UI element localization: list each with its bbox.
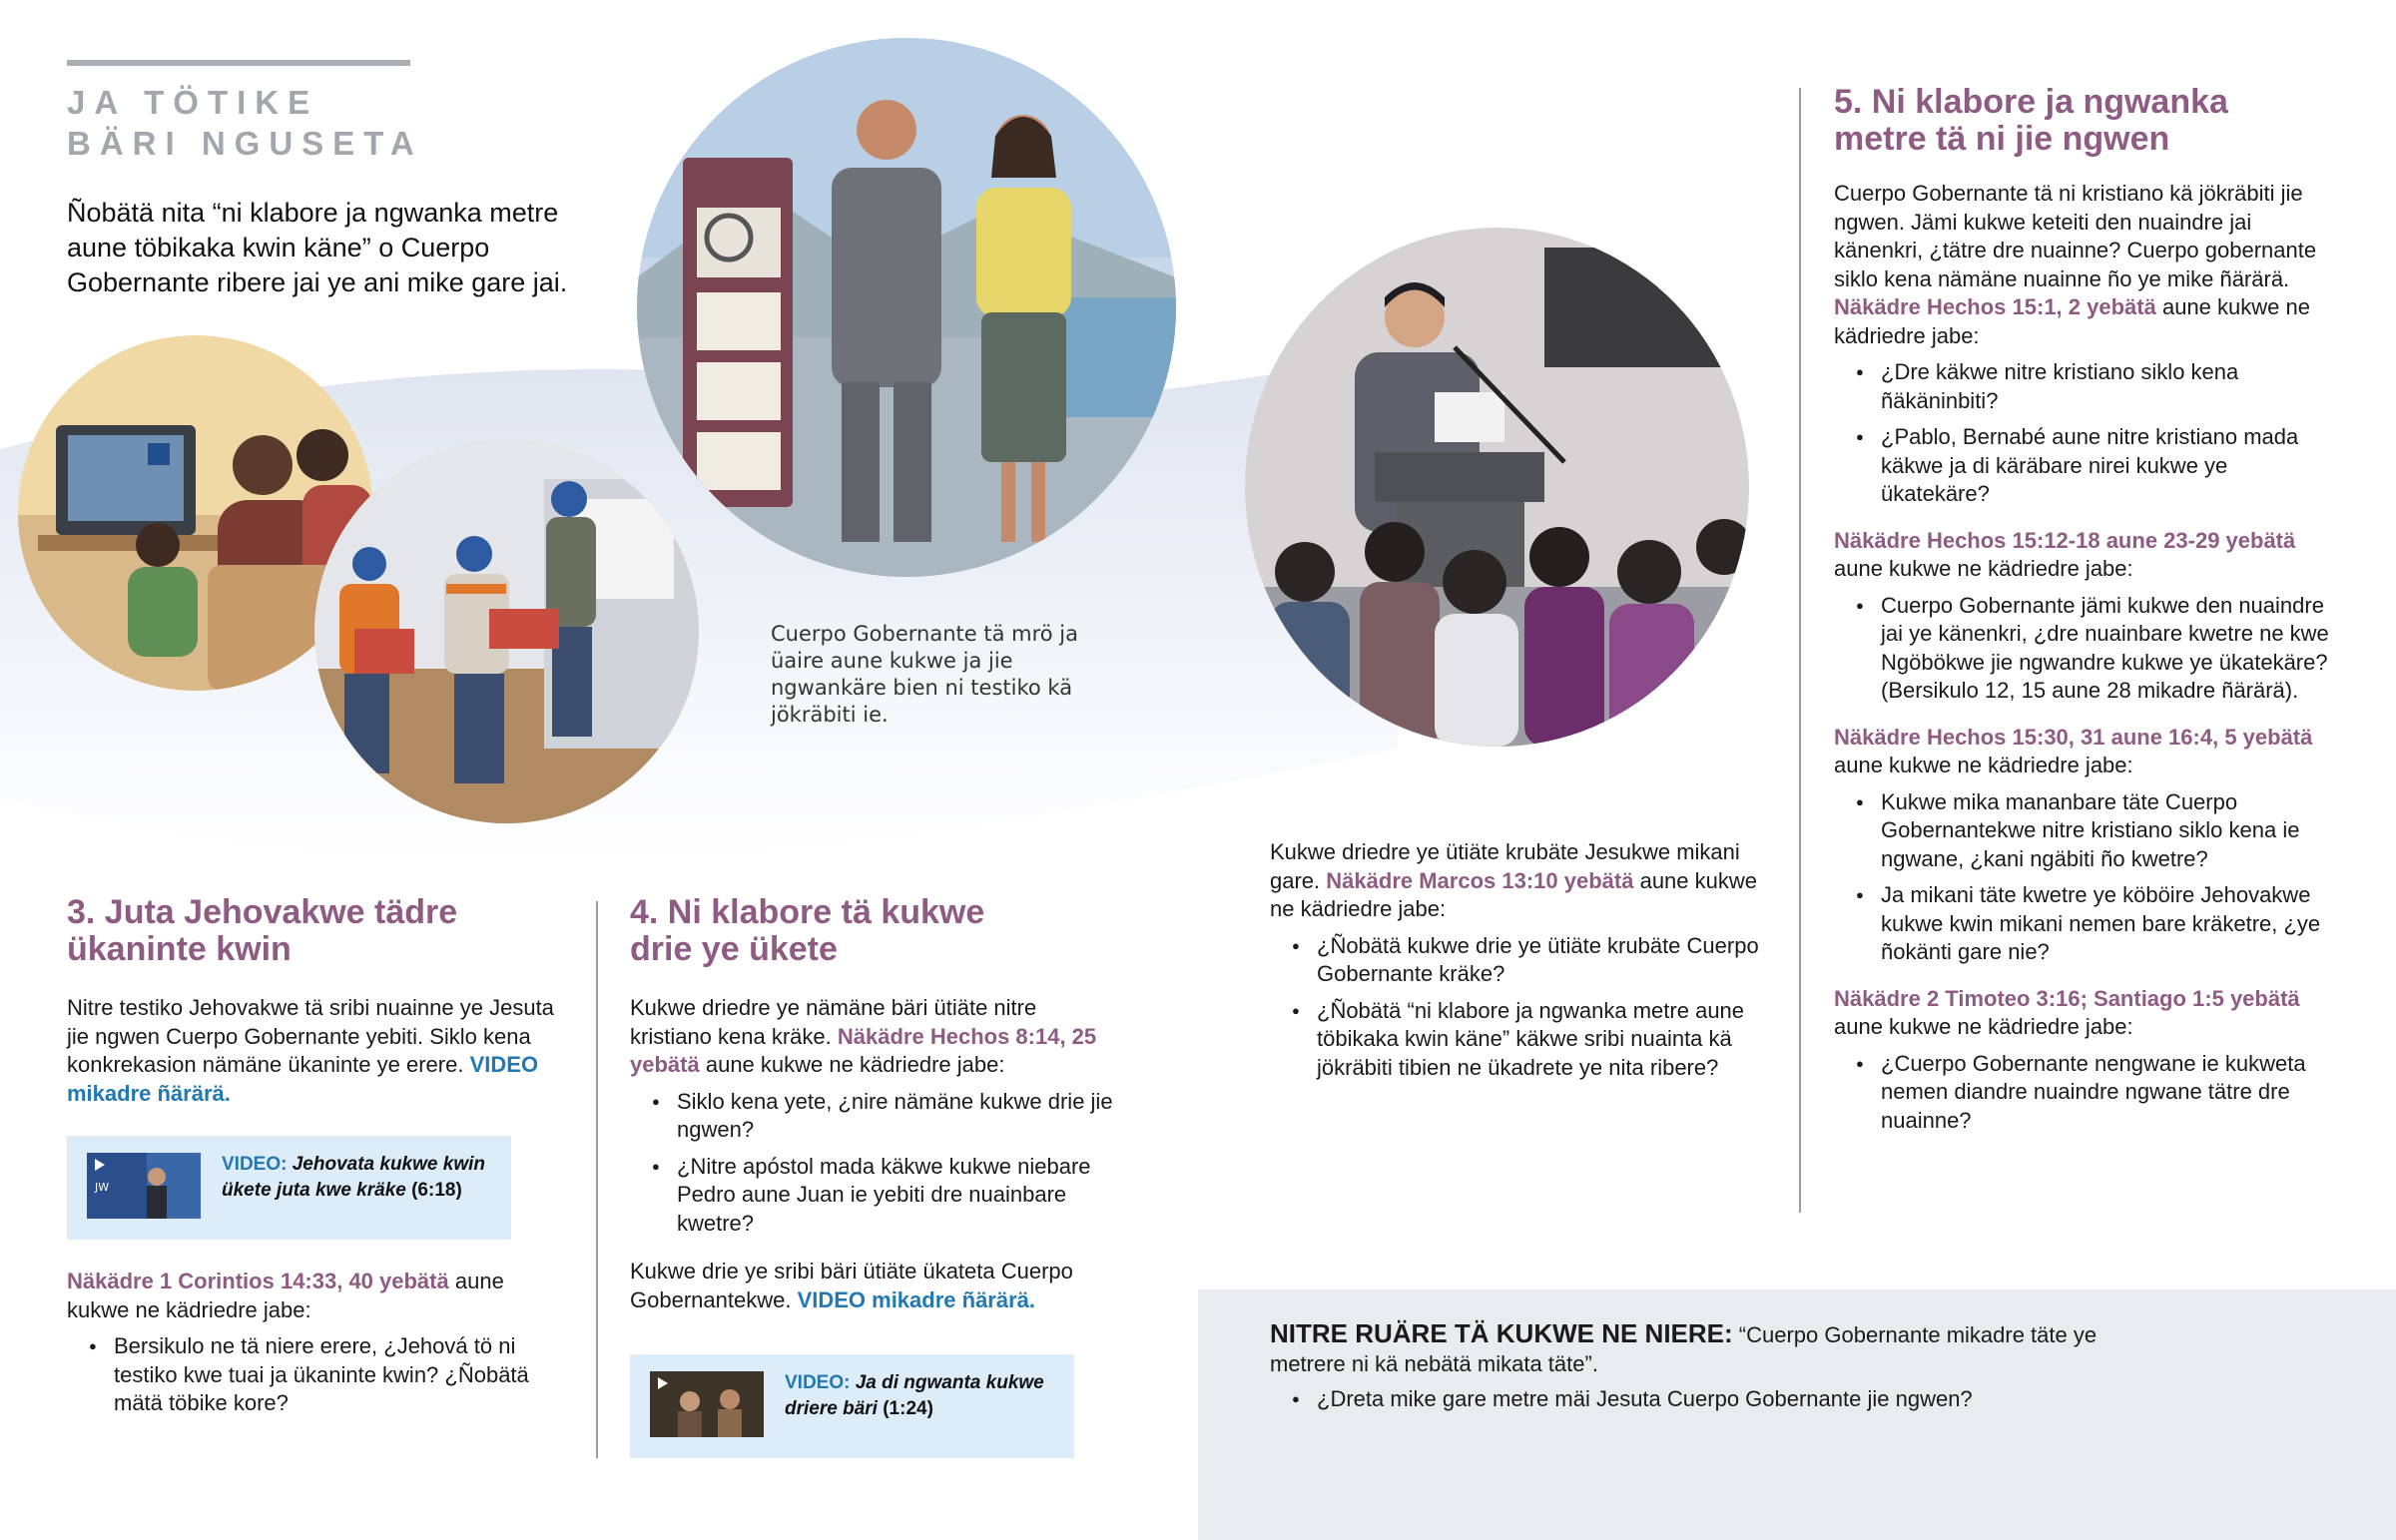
section-5: 5. Ni klabore ja ngwanka metre tä ni jie ngwen Cuerpo Gobernante tä ni kristiano kä jökräbiti jie ngwen. Jämi kukwe keteiti den nuaindre jai känenkri, ¿tätre dre nuainne? Cuerpo gobernante siklo kena nämäne nuainne ño ye mike ñärärä. Näkädre Hechos 15:1, 2 yebätä aune kukwe ne kädriedre jabe: ● ¿Dre käkwe nitre kristiano siklo kena ñäkäninbiti? ● ¿Pablo, Bernabé aune nitre kristiano mada käkwe ja di käräbare nirei kukwe ye ükatekäre? Näkädre Hechos 15:12-18 aune 23-29 yebätä aune kukwe ne kädriedre jabe: ● Cuerpo Gobernante jämi kukwe den nuaindre jai ye känenkri, ¿dre nuainbare kwetre ne kwe Ngöbökwe jie ngwandre kukwe ye ükatekäre? (Bersikulo 12, 15 aune 28 mikadre ñärärä). Näkädre Hechos 15:30, 31 aune 16:4, 5 yebätä aune kukwe ne kädriedre jabe: ● Kukwe mika mananbare täte Cuerpo Gobernantekwe nitre kristiano siklo kena ie ngwane, ¿kani ngäbiti ño kwetre? ● Ja mikani täte kwetre ye köböire Jehovakwe kukwe kwin mikani nemen bare kräketre, ¿ye ñokänti gare nie? Näkädre 2 Timoteo 3:16; Santiago 1:5 yebätä aune kukwe ne kädriedre jabe: ● ¿Cuerpo Gobernante nengwane ie kukweta nemen diandre nuaindre ngwane tätre dre nuainne? bbox=[1834, 84, 2333, 1143]
intro-text: Ñobätä nita “ni klabore ja ngwanka metre aune töbikaka kwin käne” o Cuerpo Gobernante ribere jai ye ani mike gare jai. bbox=[67, 198, 568, 297]
review-box bbox=[1198, 1289, 2396, 1540]
list-item: ● ¿Cuerpo Gobernante nengwane ie kukweta nemen diandre nuaindre ngwane tätre dre nuainne? bbox=[1881, 1050, 2333, 1136]
scripture-ref[interactable]: Näkädre Hechos 8:14, 25 yebätä bbox=[630, 1023, 1097, 1077]
play-icon bbox=[87, 1153, 201, 1219]
list-item: ● Siklo kena yete, ¿nire nämäne kukwe drie jie ngwen? bbox=[677, 1088, 1119, 1145]
section-4-title: 4. Ni klabore tä kukwe drie ye ükete bbox=[630, 893, 985, 968]
list-item: ● Ja mikani täte kwetre ye köböire Jehovakwe kukwe kwin mikani nemen bare kräketre, ¿ye ñokänti gare nie? bbox=[1881, 881, 2333, 967]
list-item: ● Kukwe mika mananbare täte Cuerpo Gobernantekwe nitre kristiano siklo kena ie ngwane, ¿kani ngäbiti ño kwetre? bbox=[1881, 788, 2333, 874]
question-list bbox=[630, 1088, 1119, 1239]
video-title-1: VIDEO: Jehovata kukwe kwin ükete juta kwe kräke (6:18) bbox=[222, 1154, 485, 1201]
kicker-line1: JA TÖTIKE bbox=[67, 84, 319, 121]
video-thumbnail-2[interactable] bbox=[650, 1371, 764, 1437]
scripture-ref[interactable]: Näkädre Hechos 15:12-18 aune 23-29 yebätä bbox=[1834, 527, 2296, 553]
section-3 bbox=[67, 894, 561, 1108]
question-list bbox=[1270, 932, 1769, 1083]
review-question-list bbox=[1270, 1385, 2195, 1422]
scripture-ref[interactable]: Näkädre 2 Timoteo 3:16; Santiago 1:5 yebätä bbox=[1834, 985, 2300, 1011]
section-5-body: Cuerpo Gobernante tä ni kristiano kä jökräbiti jie ngwen. Jämi kukwe keteiti den nuaindre jai känenkri, ¿tätre dre nuainne? Cuerpo gobernante siklo kena nämäne nuainne ño ye mike ñärärä. Näkädre Hechos 15:1, 2 yebätä aune kukwe ne kädriedre jabe: bbox=[1834, 181, 2317, 348]
section-3-body: Nitre testiko Jehovakwe tä sribi nuainne ye Jesuta jie ngwen Cuerpo Gobernante yebiti. Siklo kena konkrekasion nämäne ükaninte ye erere. VIDEO mikadre ñärärä. bbox=[67, 995, 554, 1106]
section-4-closing: Kukwe drie ye sribi bäri ütiäte ükateta Cuerpo Gobernantekwe. VIDEO mikadre ñärärä. bbox=[630, 1259, 1073, 1312]
list-item: ● Cuerpo Gobernante jämi kukwe den nuaindre jai ye känenkri, ¿dre nuainbare kwetre ne kwe Ngöbökwe jie ngwandre kukwe ye ükatekäre? (Bersikulo 12, 15 aune 28 mikadre ñärärä). bbox=[1881, 592, 2333, 706]
section-4-body: Kukwe driedre ye nämäne bäri ütiäte nitre kristiano kena kräke. Näkädre Hechos 8:14, 25 yebätä aune kukwe ne kädriedre jabe: bbox=[630, 995, 1097, 1077]
list-item: ● ¿Dre käkwe nitre kristiano siklo kena ñäkäninbiti? bbox=[1881, 358, 2333, 415]
video-link-2[interactable]: VIDEO mikadre ñärärä. bbox=[797, 1286, 1036, 1312]
question-list bbox=[1834, 788, 2333, 967]
question-list bbox=[1834, 358, 2333, 509]
video-thumbnail-1[interactable] bbox=[87, 1153, 201, 1219]
illustration-caption: Cuerpo Gobernante tä mrö ja üaire aune kukwe ja jie ngwankäre bien ni testiko kä jökräbiti ie. bbox=[771, 622, 1078, 727]
list-item: ● ¿Nitre apóstol mada käkwe kukwe niebare Pedro aune Juan ie yebiti dre nuainbare kwetre? bbox=[677, 1153, 1119, 1239]
column-divider-1 bbox=[596, 901, 598, 1458]
workers-illustration bbox=[314, 439, 699, 823]
middle-column bbox=[1270, 838, 1769, 1090]
section-3-title: 3. Juta Jehovakwe tädre ükaninte kwin bbox=[67, 893, 458, 968]
scripture-ref[interactable]: Näkädre Hechos 15:30, 31 aune 16:4, 5 yebätä bbox=[1834, 724, 2313, 750]
speaker-illustration bbox=[1245, 228, 1749, 747]
scripture-ref[interactable]: Näkädre 1 Corintios 14:33, 40 yebätä bbox=[67, 1269, 449, 1293]
jw-logo-icon: JW bbox=[95, 1181, 110, 1194]
top-rule bbox=[67, 60, 410, 66]
play-icon bbox=[650, 1371, 764, 1437]
list-item: ● Bersikulo ne tä niere erere, ¿Jehová tö ni testiko kwe tuai ja ükaninte kwin? ¿Ñobätä mätä töbike kore? bbox=[114, 1332, 536, 1418]
question-list bbox=[67, 1332, 536, 1418]
review-text: NITRE RUÄRE TÄ KUKWE NE NIERE: “Cuerpo Gobernante mikadre täte ye metrere ni kä nebätä mikata täte”. bbox=[1270, 1318, 2097, 1376]
scripture-ref[interactable]: Näkädre Hechos 15:1, 2 yebätä bbox=[1834, 294, 2156, 319]
video-title-2: VIDEO: Ja di ngwanta kukwe driere bäri (1:24) bbox=[785, 1372, 1044, 1419]
list-item: ● ¿Dreta mike gare metre mäi Jesuta Cuerpo Gobernante jie ngwen? bbox=[1317, 1385, 2195, 1414]
middle-body: Kukwe driedre ye ütiäte krubäte Jesukwe mikani gare. Näkädre Marcos 13:10 yebätä aune kukwe ne kädriedre jabe: bbox=[1270, 839, 1757, 921]
section-5-title: 5. Ni klabore ja ngwanka metre tä ni jie ngwen bbox=[1834, 83, 2228, 158]
section-kicker bbox=[67, 82, 423, 164]
video-card-2[interactable] bbox=[630, 1354, 1074, 1458]
section-3-questions: Näkädre 1 Corintios 14:33, 40 yebätä aune kukwe ne kädriedre jabe: ● Bersikulo ne tä niere erere, ¿Jehová tö ni testiko kwe tuai ja ükaninte kwin? ¿Ñobätä mätä töbike kore? bbox=[67, 1268, 536, 1426]
scripture-ref[interactable]: Näkädre Marcos 13:10 yebätä bbox=[1326, 867, 1634, 893]
video-link-1[interactable]: VIDEO mikadre ñärärä. bbox=[67, 1052, 539, 1106]
couple-cart-illustration bbox=[637, 38, 1176, 577]
kicker-line2: BÄRI NGUSETA bbox=[67, 125, 423, 162]
question-list bbox=[1834, 1050, 2333, 1136]
question-list bbox=[1834, 592, 2333, 706]
list-item: ● ¿Pablo, Bernabé aune nitre kristiano mada käkwe ja di käräbare nirei kukwe ye ükatekäre? bbox=[1881, 423, 2333, 509]
list-item: ● ¿Ñobätä kukwe drie ye ütiäte krubäte Cuerpo Gobernante kräke? bbox=[1317, 932, 1769, 989]
section-4 bbox=[630, 894, 1119, 1314]
list-item: ● ¿Ñobätä “ni klabore ja ngwanka metre aune töbikaka kwin käne” käkwe sribi nuainta kä jökräbiti tibien ne ükadrete ye nita ribere? bbox=[1317, 997, 1769, 1083]
column-divider-2 bbox=[1799, 88, 1801, 1213]
review-heading: NITRE RUÄRE TÄ KUKWE NE NIERE: bbox=[1270, 1318, 1733, 1348]
video-card-1[interactable] bbox=[67, 1136, 511, 1240]
